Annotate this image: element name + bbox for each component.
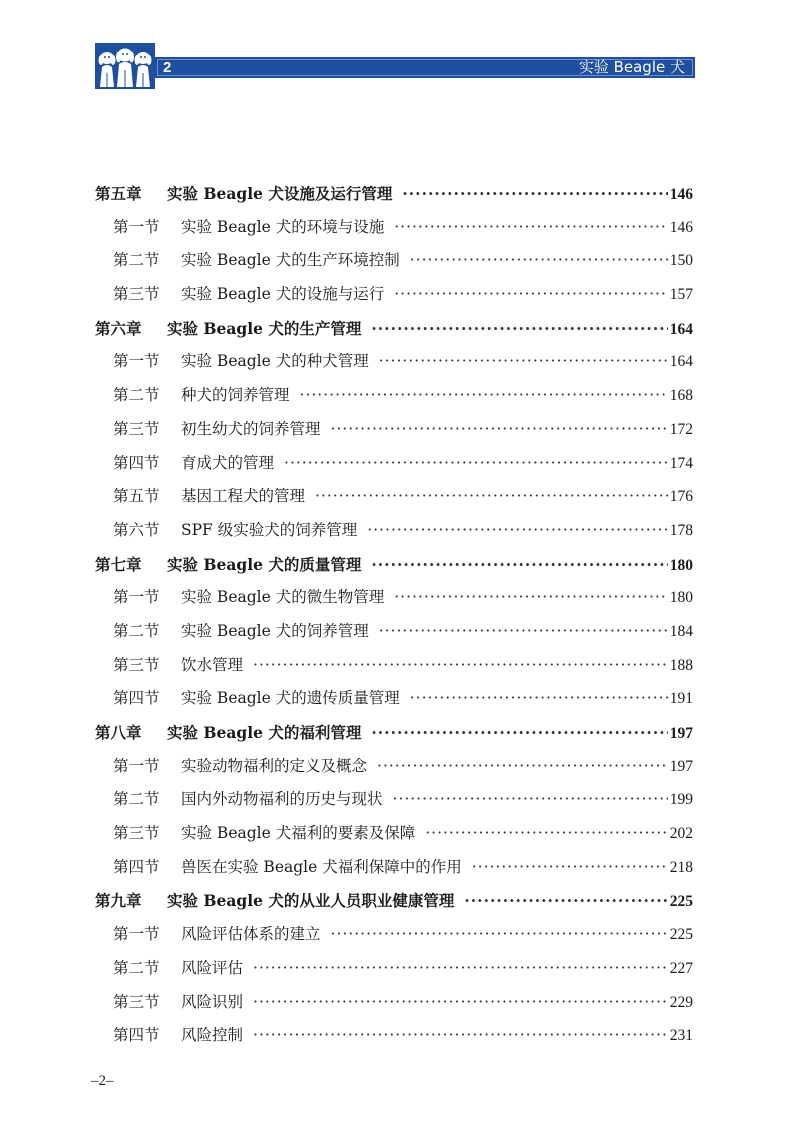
toc-entry-number: 第一节 [113,925,160,944]
toc-page-number: 197 [669,725,693,742]
toc-chapter-row[interactable] [95,177,693,211]
toc-page-number: 174 [669,454,693,472]
toc-section-row[interactable] [95,649,693,683]
toc-section-row[interactable] [95,851,693,885]
toc-entry-number: 第三节 [113,824,160,843]
toc-entry-number: 第六章 [95,318,142,338]
toc-section-row[interactable] [95,581,693,615]
toc-dot-leader [253,1019,668,1053]
toc-entry-title: 实验 Beagle 犬的饲养管理 [181,621,369,640]
toc-page-number: 157 [669,286,693,304]
toc-entry-title: 实验 Beagle 犬的生产管理 [167,318,362,338]
toc-entry-title: 实验动物福利的定义及概念 [181,756,368,775]
toc-entry-title: 饮水管理 [181,655,244,674]
toc-dot-leader [253,952,668,986]
toc-dot-leader [394,581,668,615]
toc-page-number: 229 [669,993,693,1011]
toc-entry-number: 第一节 [113,588,160,607]
header-page-number: 2 [163,59,172,76]
toc-entry-number: 第三节 [113,285,160,304]
toc-entry-title: SPF 级实验犬的饲养管理 [181,520,358,539]
toc-dot-leader [371,312,667,346]
toc-dot-leader [379,345,668,379]
toc-entry-title: 国内外动物福利的历史与现状 [181,790,383,809]
toc-entry-number: 第三节 [113,992,160,1011]
toc-chapter-row[interactable] [95,884,693,918]
toc-entry-number: 第五章 [95,184,142,203]
table-of-contents [95,177,693,1053]
toc-page-number: 168 [669,387,693,405]
toc-entry-number: 第七章 [95,554,142,574]
toc-dot-leader [402,177,667,211]
toc-dot-leader [331,918,668,952]
toc-entry-title: 基因工程犬的管理 [181,487,306,506]
toc-entry-title: 实验 Beagle 犬的质量管理 [167,554,362,574]
toc-chapter-row[interactable] [95,716,693,750]
toc-dot-leader [472,851,668,885]
toc-section-row[interactable] [95,480,693,514]
toc-entry-title: 实验 Beagle 犬的生产环境控制 [181,251,400,270]
toc-dot-leader [371,716,667,750]
toc-dot-leader [410,682,668,716]
toc-page-number: 164 [669,320,693,338]
toc-page-number: 146 [669,186,693,203]
toc-dot-leader [253,986,668,1020]
page-header [95,43,695,89]
toc-section-row[interactable] [95,345,693,379]
toc-entry-number: 第二节 [113,386,160,405]
toc-section-row[interactable] [95,615,693,649]
toc-entry-title: 初生幼犬的饲养管理 [181,419,321,438]
toc-page-number: 176 [669,488,693,506]
toc-entry-number: 第四节 [113,857,160,876]
toc-dot-leader [371,548,667,582]
toc-page-number: 231 [669,1027,693,1045]
toc-entry-title: 实验 Beagle 犬福利的要素及保障 [181,824,416,843]
toc-dot-leader [315,480,668,514]
toc-page-number: 199 [669,791,693,809]
toc-entry-number: 第三节 [113,655,160,674]
toc-entry-number: 第六节 [113,520,160,539]
toc-dot-leader [394,278,668,312]
toc-page-number: 191 [669,690,693,708]
toc-page-number: 188 [669,656,693,674]
toc-page-number: 150 [669,252,693,270]
toc-entry-number: 第八章 [95,723,142,742]
toc-entry-number: 第四节 [113,689,160,708]
toc-entry-title: 风险识别 [181,992,244,1011]
toc-section-row[interactable] [95,817,693,851]
toc-entry-title: 兽医在实验 Beagle 犬福利保障中的作用 [181,857,462,876]
toc-dot-leader [367,514,668,548]
toc-dot-leader [394,211,668,245]
toc-dot-leader [253,649,668,683]
toc-page-number: 225 [669,926,693,944]
toc-chapter-row[interactable] [95,548,693,582]
toc-dot-leader [300,379,668,413]
toc-section-row[interactable] [95,244,693,278]
header-book-title: 实验 Beagle 犬 [578,58,685,76]
toc-entry-number: 第一节 [113,756,160,775]
toc-entry-title: 实验 Beagle 犬设施及运行管理 [167,184,393,203]
toc-entry-title: 实验 Beagle 犬的设施与运行 [181,285,385,304]
footer-page-label: –2– [91,1073,114,1089]
toc-entry-number: 第三节 [113,419,160,438]
toc-entry-title: 实验 Beagle 犬的种犬管理 [181,352,369,371]
three-dogs-icon [95,43,155,89]
toc-page-number: 184 [669,622,693,640]
toc-section-row[interactable] [95,918,693,952]
toc-section-row[interactable] [95,986,693,1020]
toc-entry-title: 风险评估 [181,958,244,977]
toc-section-row[interactable] [95,379,693,413]
toc-dot-leader [410,244,668,278]
toc-section-row[interactable] [95,1019,693,1053]
toc-entry-title: 育成犬的管理 [181,453,275,472]
toc-dot-leader [331,413,668,447]
toc-entry-number: 第二节 [113,958,160,977]
toc-dot-leader [393,783,668,817]
toc-entry-title: 实验 Beagle 犬的微生物管理 [181,588,385,607]
header-bar [155,57,695,78]
toc-section-row[interactable] [95,783,693,817]
toc-section-row[interactable] [95,682,693,716]
toc-entry-title: 实验 Beagle 犬的环境与设施 [181,217,385,236]
toc-section-row[interactable] [95,278,693,312]
toc-entry-number: 第九章 [95,891,142,911]
toc-entry-title: 实验 Beagle 犬的从业人员职业健康管理 [167,891,455,911]
toc-dot-leader [284,447,668,481]
toc-entry-number: 第四节 [113,1026,160,1045]
toc-entry-number: 第二节 [113,790,160,809]
toc-entry-number: 第五节 [113,487,160,506]
toc-page-number: 197 [669,757,693,775]
toc-section-row[interactable] [95,952,693,986]
toc-entry-number: 第一节 [113,217,160,236]
toc-page-number: 225 [669,893,693,911]
toc-entry-title: 风险评估体系的建立 [181,925,321,944]
toc-dot-leader [425,817,668,851]
toc-section-row[interactable] [95,514,693,548]
toc-page-number: 180 [669,556,693,574]
toc-page-number: 180 [669,589,693,607]
toc-chapter-row[interactable] [95,312,693,346]
toc-page-number: 172 [669,420,693,438]
toc-section-row[interactable] [95,447,693,481]
toc-entry-number: 第二节 [113,621,160,640]
toc-page-number: 146 [669,218,693,236]
toc-entry-number: 第四节 [113,453,160,472]
toc-dot-leader [377,750,668,784]
toc-entry-title: 实验 Beagle 犬的福利管理 [167,723,362,742]
toc-page-number: 178 [669,521,693,539]
toc-entry-number: 第一节 [113,352,160,371]
toc-page-number: 164 [669,353,693,371]
toc-dot-leader [464,884,667,918]
toc-page-number: 218 [669,858,693,876]
toc-page-number: 227 [669,959,693,977]
toc-page-number: 202 [669,825,693,843]
toc-entry-number: 第二节 [113,251,160,270]
toc-section-row[interactable] [95,413,693,447]
toc-section-row[interactable] [95,750,693,784]
toc-entry-title: 风险控制 [181,1026,244,1045]
toc-entry-title: 实验 Beagle 犬的遗传质量管理 [181,689,400,708]
toc-dot-leader [379,615,668,649]
toc-section-row[interactable] [95,211,693,245]
toc-entry-title: 种犬的饲养管理 [181,386,290,405]
